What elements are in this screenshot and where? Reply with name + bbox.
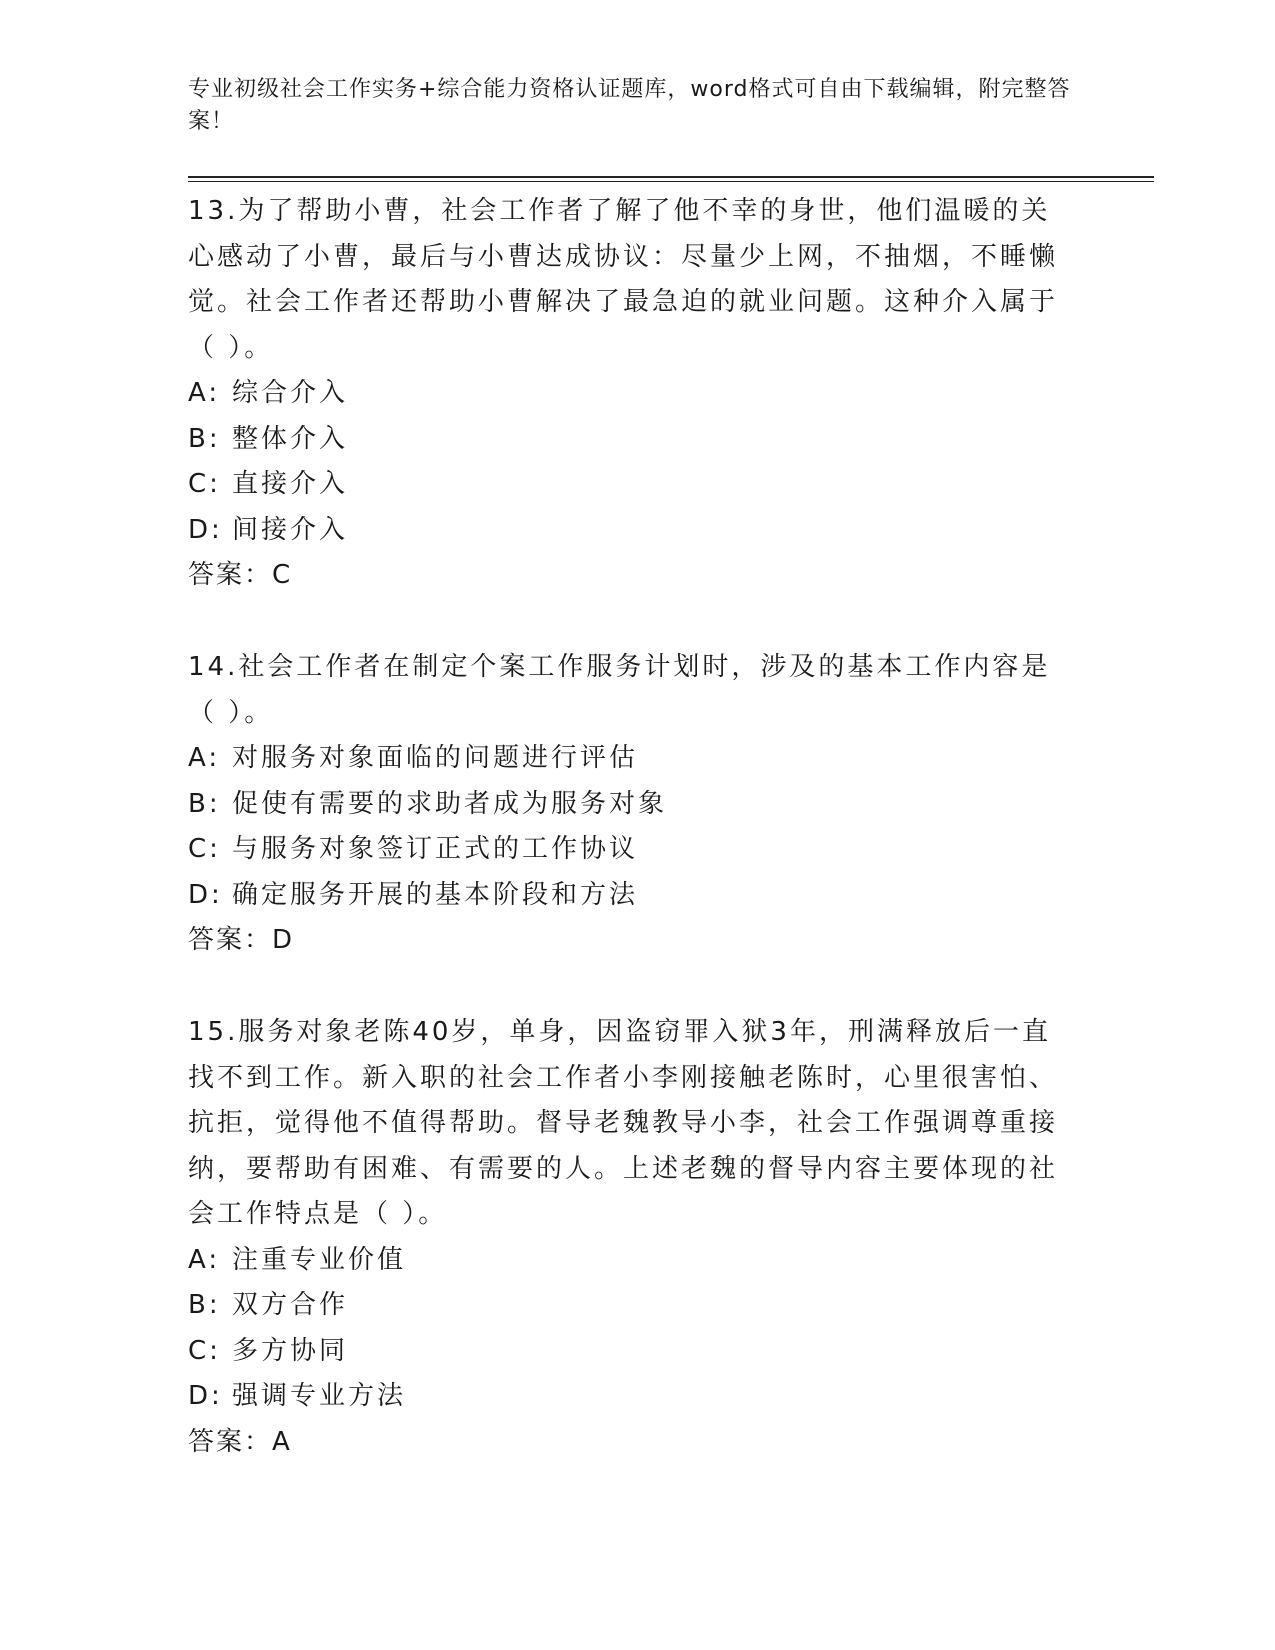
answer-line: 答案：C (188, 560, 293, 590)
header-divider-thick (188, 176, 1154, 178)
answer-line: 答案：A (188, 1426, 292, 1457)
answer-line: 答案：D (188, 925, 295, 955)
option-c (188, 462, 1068, 508)
question-15 (188, 1010, 1068, 1465)
option-key: B: (188, 788, 221, 819)
option-key: D: (188, 1381, 223, 1411)
option-key: C: (188, 469, 221, 499)
page-header: 专业初级社会工作实务+综合能力资格认证题库，word格式可自由下载编辑，附完整答案！ (188, 77, 1071, 134)
option-key: A: (188, 1244, 221, 1275)
option-c (188, 1329, 1068, 1375)
option-b (188, 1283, 1068, 1329)
option-text: 间接介入 (232, 514, 349, 545)
option-text: 强调专业方法 (232, 1381, 407, 1411)
option-text: 与服务对象签订正式的工作协议 (232, 834, 639, 864)
option-text: 直接介入 (232, 469, 349, 499)
option-key: B: (188, 1290, 221, 1320)
question-text: 13.为了帮助小曹，社会工作者了解了他不幸的身世，他们温暖的关心感动了小曹，最后与小曹达成协议：尽量少上网，不抽烟，不睡懒觉。社会工作者还帮助小曹解决了最急迫的就业问题。这种介入属于（ ）。 (188, 196, 1059, 363)
option-d (188, 1374, 1068, 1420)
option-text: 双方合作 (232, 1290, 349, 1320)
option-a (188, 736, 1068, 782)
option-text: 注重专业价值 (232, 1244, 407, 1275)
option-b (188, 417, 1068, 463)
option-text: 促使有需要的求助者成为服务对象 (232, 788, 668, 819)
header-divider-thin (188, 181, 1154, 182)
question-text: 14.社会工作者在制定个案工作服务计划时，涉及的基本工作内容是（ ）。 (188, 652, 1051, 728)
option-text: 对服务对象面临的问题进行评估 (232, 743, 639, 773)
option-d (188, 508, 1068, 554)
option-c (188, 827, 1068, 873)
option-key: D: (188, 879, 223, 910)
question-13 (188, 189, 1068, 599)
option-text: 整体介入 (232, 423, 349, 454)
option-key: C: (188, 834, 221, 864)
option-key: B: (188, 423, 221, 454)
question-14 (188, 645, 1068, 964)
option-text: 多方协同 (232, 1335, 349, 1366)
option-text: 综合介入 (232, 378, 349, 408)
question-text: 15.服务对象老陈40岁，单身，因盗窃罪入狱3年，刑满释放后一直找不到工作。新入职的社会工作者小李刚接触老陈时，心里很害怕、抗拒，觉得他不值得帮助。督导老魏教导小李，社会工作强调尊重接纳，要帮助有困难、有需要的人。上述老魏的督导内容主要体现的社会工作特点是（ ）。 (188, 1017, 1059, 1229)
option-d (188, 873, 1068, 919)
option-a (188, 1238, 1068, 1284)
option-key: D: (188, 514, 223, 545)
option-key: A: (188, 378, 221, 408)
option-text: 确定服务开展的基本阶段和方法 (232, 879, 639, 910)
option-b (188, 782, 1068, 828)
option-a (188, 371, 1068, 417)
option-key: C: (188, 1335, 221, 1366)
option-key: A: (188, 743, 221, 773)
